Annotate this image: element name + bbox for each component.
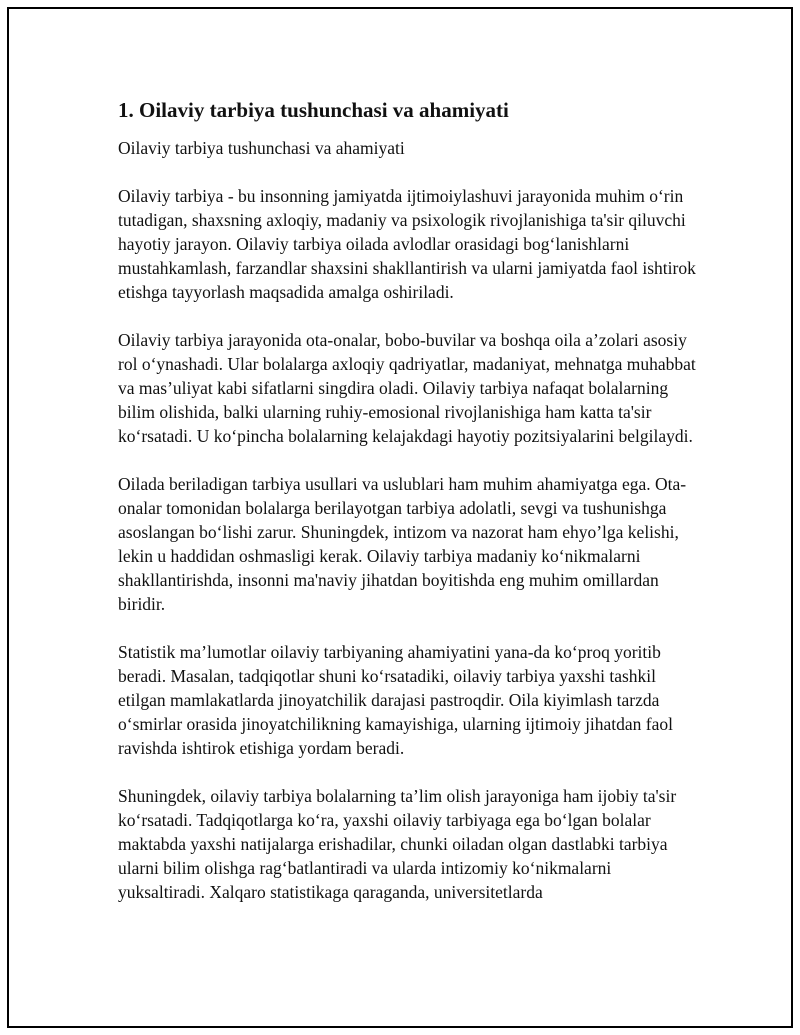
- paragraph-5: Shuningdek, oilaviy tarbiya bolalarning ta’lim olish jarayoniga ham ijobiy ta'sir ko‘rsatadi. Tadqiqotlarga ko‘ra, yaxshi oilaviy tarbiyaga ega bo‘lgan bolalar maktabda yaxshi natijalarga erishadilar, chunki oiladan olgan dastlabki tarbiya ularni bilim olishga rag‘batlantiradi va ularda intizomiy ko‘nikmalarni yuksaltiradi. Xalqaro statistikaga qaraganda, universitetlarda: [118, 786, 677, 902]
- paragraph-2: Oilaviy tarbiya jarayonida ota-onalar, bobo-buvilar va boshqa oila a’zolari asosiy rol o‘ynashadi. Ular bolalarga axloqiy qadriyatlar, madaniyat, mehnatga muhabbat va mas’uliyat kabi sifatlarni singdira oladi. Oilaviy tarbiya nafaqat bolalarning bilim olishida, balki ularning ruhiy-emosional rivojlanishiga ham katta ta'sir ko‘rsatadi. U ko‘pincha bolalarning kelajakdagi hayotiy pozitsiyalarini belgilaydi.: [118, 330, 696, 446]
- paragraph-1: Oilaviy tarbiya - bu insonning jamiyatda ijtimoiylashuvi jarayonida muhim o‘rin tutadigan, shaxsning axloqiy, madaniy va psixologik rivojlanishiga ta'sir qiluvchi hayotiy jarayon. Oilaviy tarbiya oilada avlodlar orasidagi bog‘lanishlarni mustahkamlash, farzandlar shaxsini shakllantirish va ularni jamiyatda faol ishtirok etishga tayyorlash maqsadida amalga oshiriladi.: [118, 186, 696, 302]
- section-heading: 1. Oilaviy tarbiya tushunchasi va ahamiyati: [118, 98, 509, 122]
- document-page: [7, 7, 793, 1028]
- section-subtitle: Oilaviy tarbiya tushunchasi va ahamiyati: [118, 138, 405, 158]
- document-body: [118, 97, 698, 904]
- paragraph-4: Statistik ma’lumotlar oilaviy tarbiyaning ahamiyatini yana-da ko‘proq yoritib beradi. Masalan, tadqiqotlar shuni ko‘rsatadiki, oilaviy tarbiya yaxshi tashkil etilgan mamlakatlarda jinoyatchilik darajasi pastroqdir. Oila kiyimlash tarzda o‘smirlar orasida jinoyatchilikning kamayishiga, ularning ijtimoiy jihatdan faol ravishda ishtirok etishiga yordam beradi.: [118, 642, 674, 758]
- paragraph-3: Oilada beriladigan tarbiya usullari va uslublari ham muhim ahamiyatga ega. Ota-onalar tomonidan bolalarga berilayotgan tarbiya adolatli, sevgi va tushunishga asoslangan bo‘lishi zarur. Shuningdek, intizom va nazorat ham ehyo’lga kelishi, lekin u haddidan oshmasligi kerak. Oilaviy tarbiya madaniy ko‘nikmalarni shakllantirishda, insonni ma'naviy jihatdan boyitishda eng muhim omillardan biridir.: [118, 474, 687, 614]
